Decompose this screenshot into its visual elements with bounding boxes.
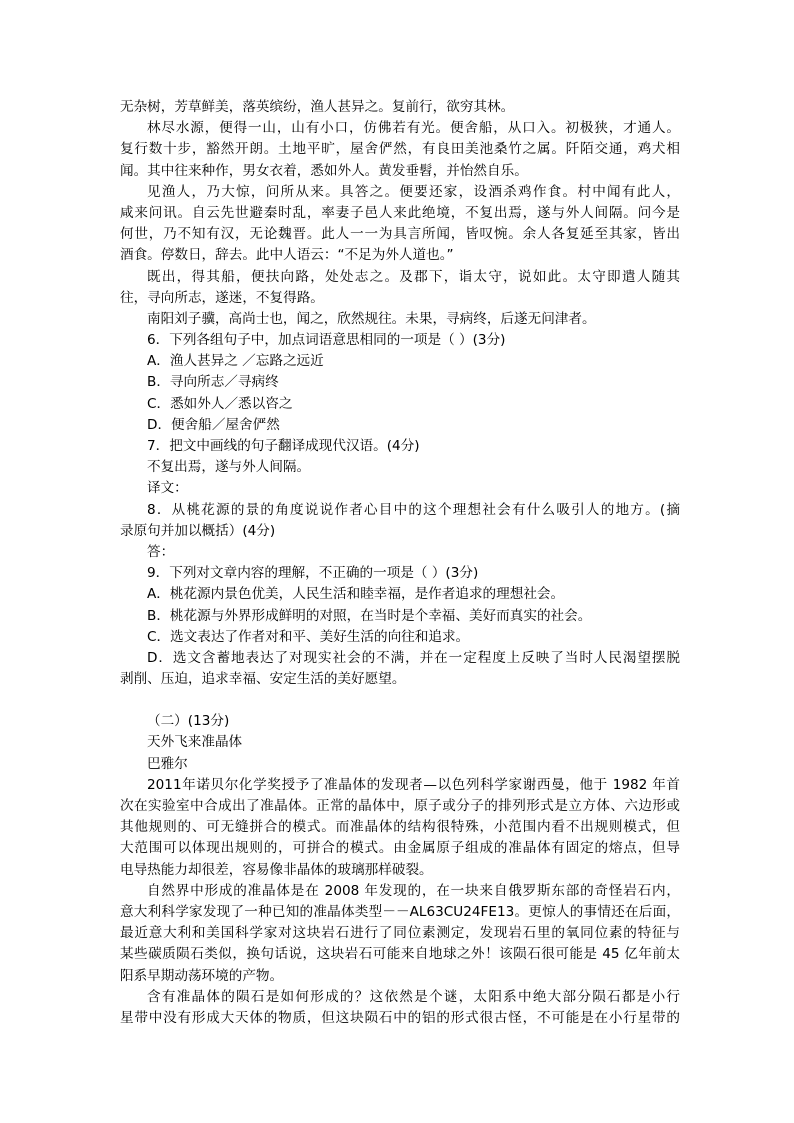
passage-line: 何世，乃不知有汉，无论魏晋。此人一一为具言所闻，皆叹惋。余人各复延至其家，皆出 bbox=[120, 226, 680, 243]
article-line: 阳系早期动荡环境的产物。 bbox=[120, 967, 284, 984]
question-8-stem: 8．从桃花源的景的角度说说作者心目中的这个理想社会有什么吸引人的地方。(摘 bbox=[147, 501, 680, 518]
passage-line: 咸来问讯。自云先世避秦时乱，率妻子邑人来此绝境，不复出焉，遂与外人间隔。问今是 bbox=[120, 204, 680, 221]
question-9-option-b: B．桃花源与外界形成鲜明的对照，在当时是个幸福、美好而真实的社会。 bbox=[147, 607, 592, 624]
section-2-author: 巴雅尔 bbox=[147, 755, 188, 772]
section-spacer bbox=[120, 690, 680, 711]
question-8-stem: 录原句并加以概括）(4分) bbox=[120, 522, 276, 539]
question-7-stem: 7．把文中画线的句子翻译成现代汉语。(4分) bbox=[147, 438, 420, 454]
document-page bbox=[120, 97, 680, 1029]
question-6-option-b: B．寻向所志／寻病终 bbox=[147, 374, 279, 391]
question-8-answer-label: 答： bbox=[147, 543, 175, 560]
passage-line: 酒食。停数日，辞去。此中人语云：“不足为外人道也。” bbox=[120, 247, 454, 264]
section-2-header: （二）(13分) bbox=[147, 713, 230, 730]
question-9-option-d: 剥削、压迫，追求幸福、安定生活的美好愿望。 bbox=[120, 671, 406, 688]
question-6-stem: 6．下列各组句子中，加点词语意思相同的一项是（ ）(3分) bbox=[147, 332, 506, 349]
article-line: 自然界中形成的准晶体是在 2008 年发现的，在一块来自俄罗斯东部的奇怪岩石内， bbox=[147, 882, 680, 899]
article-line: 2011年诺贝尔化学奖授予了准晶体的发现者—以色列科学家谢西曼，他于 1982 年首 bbox=[147, 776, 680, 793]
article-line: 含有准晶体的陨石是如何形成的？这依然是个谜，太阳系中绝大部分陨石都是小行 bbox=[147, 988, 680, 1005]
question-9-stem: 9．下列对文章内容的理解，不正确的一项是（ ）(3分) bbox=[147, 565, 479, 582]
passage-line: 闻。其中往来种作，男女衣着，悉如外人。黄发垂髫，并怡然自乐。 bbox=[120, 162, 528, 179]
article-line: 意大利科学家发现了一种已知的准晶体类型－－AL63CU24FE13。更惊人的事情还在后面， bbox=[120, 903, 680, 920]
passage-line: 复行数十步，豁然开朗。土地平旷，屋舍俨然，有良田美池桑竹之属。阡陌交通，鸡犬相 bbox=[120, 141, 680, 158]
question-9-option-a: A．桃花源内景色优美，人民生活和睦幸福，是作者追求的理想社会。 bbox=[147, 586, 565, 603]
passage-line: 无杂树，芳草鲜美，落英缤纷，渔人甚异之。复前行，欲穷其林。 bbox=[120, 99, 515, 115]
article-line: 其他规则的、可无缝拼合的模式。而准晶体的结构很特殊，小范围内看不出规则模式，但 bbox=[120, 819, 680, 836]
question-6-option-c: C．悉如外人／悉以咨之 bbox=[147, 395, 293, 412]
article-line: 次在实验室中合成出了准晶体。正常的晶体中，原子或分子的排列形式是立方体、六边形或 bbox=[120, 798, 680, 814]
question-9-option-d: D．选文含蓄地表达了对现实社会的不满，并在一定程度上反映了当时人民渴望摆脱 bbox=[147, 649, 680, 666]
passage-line: 既出，得其船，便扶向路，处处志之。及郡下，诣太守，说如此。太守即遣人随其 bbox=[147, 268, 680, 285]
article-line: 最近意大利和美国科学家对这块岩石进行了同位素测定，发现岩石里的氧同位素的特征与 bbox=[120, 925, 680, 942]
question-6-option-d: D．便舍船／屋舍俨然 bbox=[147, 416, 280, 433]
passage-line: 见渔人，乃大惊，问所从来。具答之。便要还家，设酒杀鸡作食。村中闻有此人， bbox=[147, 183, 680, 200]
article-line: 大范围可以体现出规则的，可拼合的模式。由金属原子组成的准晶体有固定的熔点，但导 bbox=[120, 840, 680, 857]
question-7-answer-label: 译文： bbox=[147, 480, 188, 497]
question-9-option-c: C．选文表达了作者对和平、美好生活的向往和追求。 bbox=[147, 628, 470, 645]
article-line: 某些碳质陨石类似，换句话说，这块岩石可能来自地球之外！该陨石很可能是 45 亿年前太 bbox=[120, 946, 680, 963]
passage-line: 南阳刘子骥，高尚士也，闻之，欣然规往。未果，寻病终，后遂无问津者。 bbox=[147, 310, 596, 327]
passage-line: 往，寻向所志，遂迷，不复得路。 bbox=[120, 289, 324, 306]
passage-line: 林尽水源，便得一山，山有小口，仿佛若有光。便舍船，从口入。初极狭，才通人。 bbox=[147, 120, 680, 137]
section-2-title: 天外飞来准晶体 bbox=[147, 734, 243, 751]
article-line: 电导热能力却很差，容易像非晶体的玻璃那样破裂。 bbox=[120, 861, 433, 878]
article-line: 星带中没有形成大天体的物质，但这块陨石中的铝的形式很古怪，不可能是在小行星带的 bbox=[120, 1009, 680, 1026]
question-7-sentence: 不复出焉，遂与外人间隔。 bbox=[147, 459, 311, 476]
question-6-option-a: A．渔人甚异之 ／忘路之远近 bbox=[147, 353, 324, 370]
